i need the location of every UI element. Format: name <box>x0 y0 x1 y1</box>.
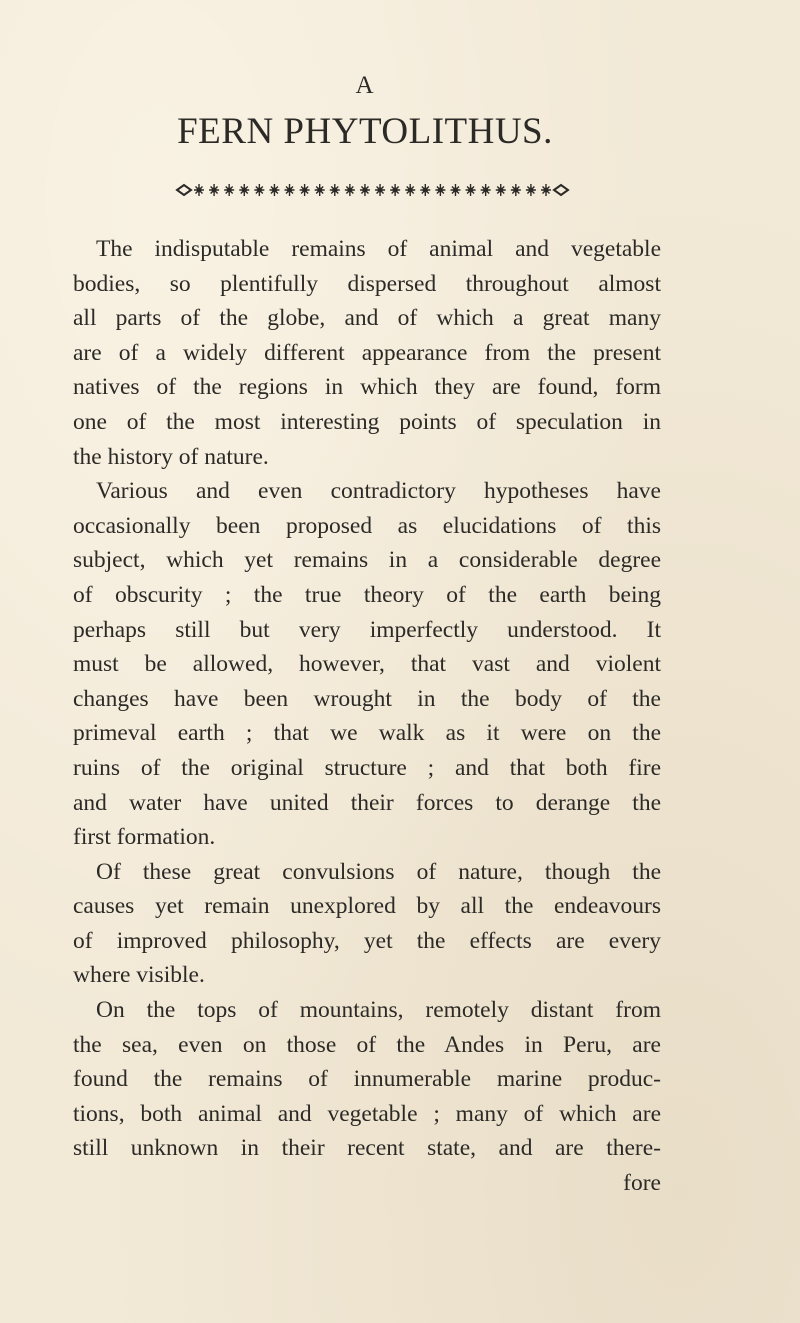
ornament-motif <box>405 184 415 196</box>
paragraph-2 <box>73 474 661 855</box>
ornament-motif <box>390 184 400 196</box>
text-line: found the remains of innumerable marine produc- <box>73 1066 661 1093</box>
text-line: of improved philosophy, yet the effects are every <box>73 927 661 954</box>
ornament-motif <box>285 184 295 196</box>
paragraph-4 <box>73 993 661 1166</box>
paragraph-1 <box>73 232 661 474</box>
text-line: ruins of the original structure ; and that both fire <box>73 754 661 781</box>
ornament-motif <box>496 184 506 196</box>
body-text <box>73 232 661 1201</box>
text-line: subject, which yet remains in a considerable degree <box>73 547 661 574</box>
ornament-motif <box>466 184 476 196</box>
ornament-motif <box>315 184 325 196</box>
ornament-motif <box>450 184 460 196</box>
ornament-motif <box>481 184 491 196</box>
ornament-motif <box>239 184 249 196</box>
paragraph-3 <box>73 855 661 993</box>
text-line: tions, both animal and vegetable ; many of which are <box>73 1100 661 1127</box>
ornament-motif <box>526 184 536 196</box>
text-line: still unknown in their recent state, and are there- <box>73 1135 661 1162</box>
text-line: must be allowed, however, that vast and violent <box>73 651 661 678</box>
text-line: are of a widely different appearance from the present <box>73 339 661 366</box>
ornament-motif <box>420 184 430 196</box>
ornament-motif <box>300 184 310 196</box>
text-line: one of the most interesting points of speculation in <box>73 408 661 435</box>
text-line: occasionally been proposed as elucidations of this <box>73 512 661 539</box>
text-line: where visible. <box>73 962 205 989</box>
text-line: Various and even contradictory hypotheses have <box>96 478 661 505</box>
floral-ornament-rule-icon <box>175 180 570 200</box>
text-line: and water have united their forces to derange the <box>73 789 661 816</box>
text-line: natives of the regions in which they are found, form <box>73 374 661 401</box>
text-line: of obscurity ; the true theory of the earth being <box>73 581 661 608</box>
ornament-motif <box>435 184 445 196</box>
text-line: first formation. <box>73 824 216 851</box>
text-line: the sea, even on those of the Andes in Peru, are <box>73 1031 661 1058</box>
text-line: The indisputable remains of animal and vegetable <box>96 236 661 262</box>
ornament-motif <box>269 184 279 196</box>
ornament-motif <box>254 184 264 196</box>
text-line: On the tops of mountains, remotely distant from <box>96 997 661 1024</box>
ornament-motif <box>511 184 521 196</box>
text-line: changes have been wrought in the body of the <box>73 685 661 712</box>
ornament-motif <box>345 184 355 196</box>
text-line: all parts of the globe, and of which a great many <box>73 305 661 332</box>
text-line: perhaps still but very imperfectly understood. It <box>73 616 661 643</box>
text-line: causes yet remain unexplored by all the endeavours <box>73 893 661 920</box>
text-line: primeval earth ; that we walk as it were on the <box>73 720 661 747</box>
ornament-motif <box>194 184 204 196</box>
text-line: the history of nature. <box>73 443 269 470</box>
text-line: bodies, so plentifully dispersed throughout almost <box>73 270 661 297</box>
page-title: FERN PHYTOLITHUS. <box>177 111 553 152</box>
catchword: fore <box>623 1170 661 1197</box>
text-line: Of these great convulsions of nature, though the <box>96 858 661 885</box>
ornament-motif <box>360 184 370 196</box>
ornament-motif <box>541 184 551 196</box>
ornament-motif <box>375 184 385 196</box>
ornament-motif <box>209 184 219 196</box>
heading-article: A <box>355 72 375 99</box>
ornament-motif <box>330 184 340 196</box>
ornament-motif <box>224 184 234 196</box>
